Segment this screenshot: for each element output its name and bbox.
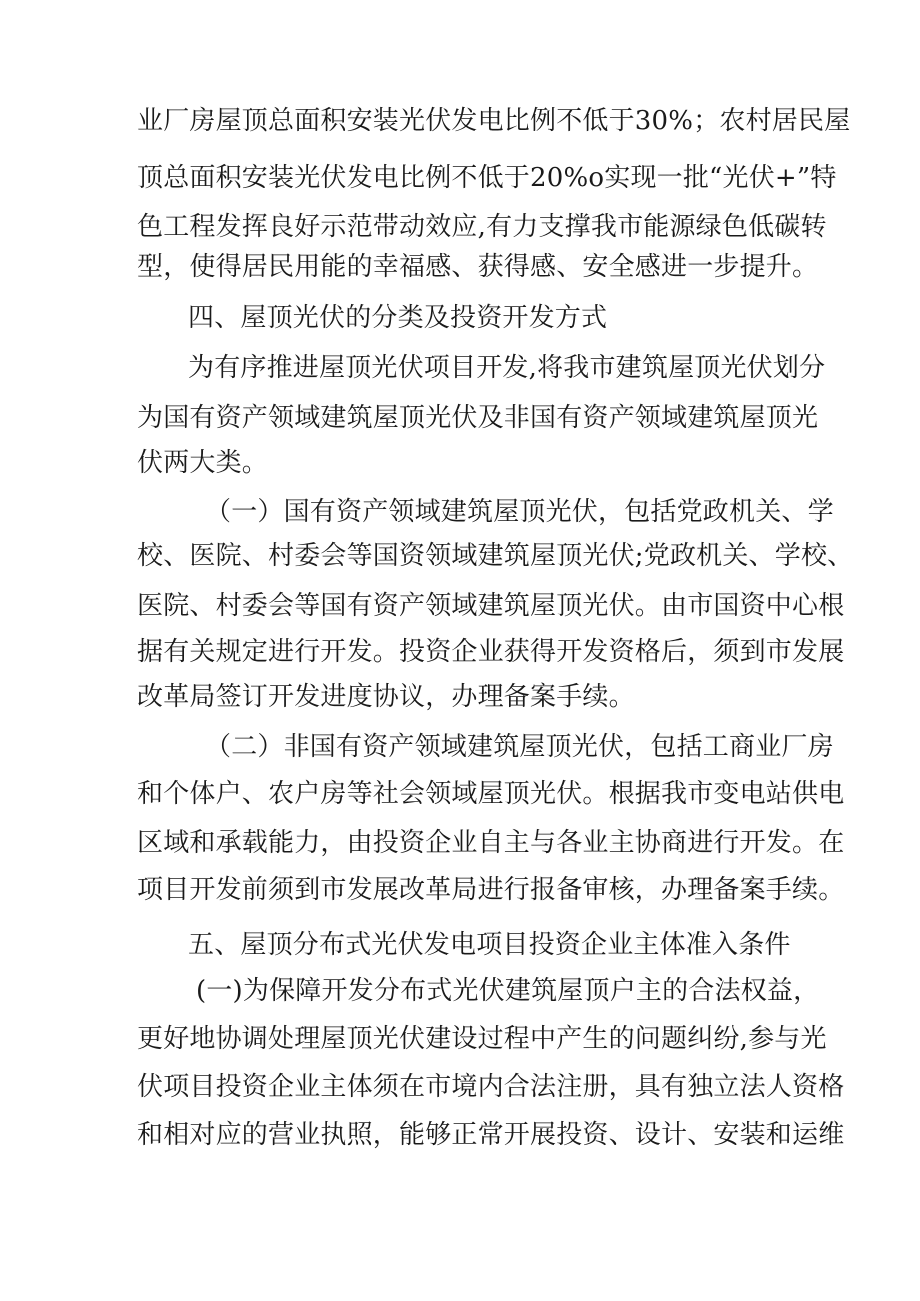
text-line: 业厂房屋顶总面积安装光伏发电比例不低于30%；农村居民屋	[137, 106, 851, 136]
text-line: 和个体户、农户房等社会领域屋顶光伏。根据我市变电站供电	[137, 779, 845, 809]
text-line: 顶总面积安装光伏发电比例不低于20%o实现一批“光伏+”特	[137, 163, 837, 193]
text-line: 校、医院、村委会等国资领域建筑屋顶光伏;党政机关、学校、	[137, 541, 854, 571]
text-line: 伏两大类。	[137, 448, 269, 478]
text-line: 型，使得居民用能的幸福感、获得感、安全感进一步提升。	[137, 252, 819, 282]
text-line: 医院、村委会等国有资产领域建筑屋顶光伏。由市国资中心根	[137, 591, 845, 621]
text-line: 更好地协调处理屋顶光伏建设过程中产生的问题纠纷,参与光	[137, 1024, 827, 1054]
section-heading: 四、屋顶光伏的分类及投资开发方式	[188, 303, 608, 333]
text-line: 伏项目投资企业主体须在市境内合法注册，具有独立法人资格	[137, 1072, 845, 1102]
text-line: 为国有资产领域建筑屋顶光伏及非国有资产领域建筑屋顶光	[137, 403, 819, 433]
text-line: 改革局签订开发进度协议，办理备案手续。	[137, 682, 635, 712]
text-line: 区域和承载能力，由投资企业自主与各业主协商进行开发。在	[137, 828, 845, 858]
section-heading: 五、屋顶分布式光伏发电项目投资企业主体准入条件	[188, 930, 791, 960]
text-line: 色工程发挥良好示范带动效应,有力支撑我市能源绿色低碳转	[137, 212, 827, 242]
text-line: （二）非国有资产领域建筑屋顶光伏，包括工商业厂房	[205, 732, 834, 762]
text-line: 和相对应的营业执照，能够正常开展投资、设计、安装和运维	[137, 1120, 845, 1150]
text-line: (一)为保障开发分布式光伏建筑屋顶户主的合法权益，	[196, 976, 820, 1006]
text-line: 据有关规定进行开发。投资企业获得开发资格后，须到市发展	[137, 637, 845, 667]
text-line: 项目开发前须到市发展改革局进行报备审核，办理备案手续。	[137, 875, 845, 905]
text-line: 为有序推进屋顶光伏项目开发,将我市建筑屋顶光伏划分	[188, 353, 826, 383]
text-line: （一）国有资产领域建筑屋顶光伏，包括党政机关、学	[205, 497, 834, 527]
